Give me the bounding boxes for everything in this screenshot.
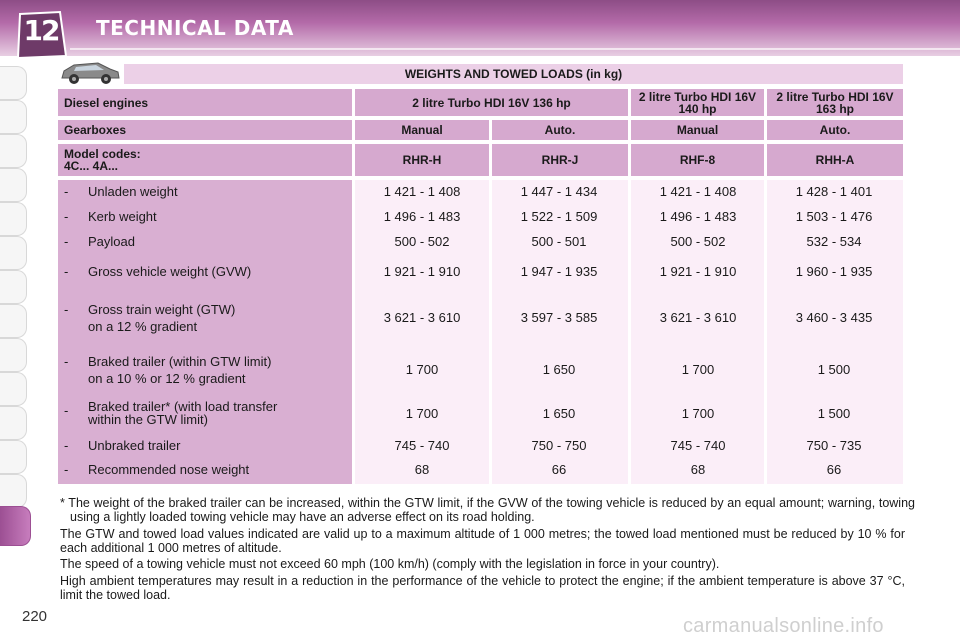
row-label: Unladen weight [88,184,178,199]
cell-value: 745 - 740 [394,438,450,453]
engine-163-header: 2 litre Turbo HDI 16V 163 hp [767,89,903,116]
cell-value: 1 428 - 1 401 [795,184,873,199]
note-altitude: The GTW and towed load values indicated are valid up to a maximum altitude of 1 000 metres; the towed load mentioned must be reduced by 10 % for each additional 1 000 metres of altitude. [60,527,905,555]
row-label: Payload [88,234,135,249]
table-title: WEIGHTS AND TOWED LOADS (in kg) [124,64,903,84]
cell-value: 1 947 - 1 935 [520,264,598,279]
model-codes-label-line2: 4C... 4A... [64,159,119,173]
row-label-line2: within the GTW limit) [88,412,208,427]
model-codes-label-line1: Model codes: [64,147,141,161]
cell-value: 1 496 - 1 483 [383,209,461,224]
model-codes-label [58,144,352,176]
cell-value: 500 - 502 [670,234,726,249]
cell-value: 1 921 - 1 910 [659,264,737,279]
row-label: Unbraked trailer [88,438,181,453]
model-code-col-2: RHR-J [492,144,628,176]
row-label-line2: on a 12 % gradient [88,319,198,334]
cell-value: 1 700 [405,406,439,421]
cell-value: 1 447 - 1 434 [520,184,598,199]
cell-value: 68 [414,462,430,477]
cell-value: 1 650 [542,406,576,421]
chapter-tab[interactable] [0,304,27,338]
car-icon [58,60,122,86]
engine-row-label: Diesel engines [58,89,352,116]
model-code-col-1: RHR-H [355,144,489,176]
cell-value: 1 421 - 1 408 [383,184,461,199]
row-label: Kerb weight [88,209,157,224]
chapter-tab[interactable] [0,134,27,168]
cell-value: 1 503 - 1 476 [795,209,873,224]
model-code-col-3: RHF-8 [631,144,764,176]
cell-value: 1 700 [681,362,715,377]
chapter-tab-active[interactable] [0,506,31,546]
header-divider [70,48,960,50]
chapter-tab[interactable] [0,406,27,440]
note-temperature: High ambient temperatures may result in a reduction in the performance of the vehicle to protect the engine; if the ambient temperature is above 37 °C, limit the towed load. [60,574,905,602]
watermark: carmanualsonline.info [683,615,884,637]
chapter-tab[interactable] [0,474,27,508]
model-code-col-4: RHH-A [767,144,903,176]
row-label: Gross vehicle weight (GVW) [88,264,252,279]
cell-value: 500 - 502 [394,234,450,249]
cell-value: 1 500 [817,362,851,377]
row-label: Recommended nose weight [88,462,250,477]
chapter-tab[interactable] [0,338,27,372]
cell-value: 3 621 - 3 610 [383,310,461,325]
cell-value: 1 496 - 1 483 [659,209,737,224]
engine-140-header: 2 litre Turbo HDI 16V 140 hp [631,89,764,116]
cell-value: 1 421 - 1 408 [659,184,737,199]
cell-value: 1 700 [405,362,439,377]
chapter-tab[interactable] [0,168,27,202]
cell-value: 3 597 - 3 585 [520,310,598,325]
cell-value: 68 [690,462,706,477]
chapter-tabs [0,60,32,620]
gearbox-col-4: Auto. [767,120,903,140]
cell-value: 1 650 [542,362,576,377]
gearbox-col-1: Manual [355,120,489,140]
cell-value: 500 - 501 [531,234,587,249]
page-number: 220 [22,608,48,625]
chapter-tab[interactable] [0,440,27,474]
gearbox-row-label: Gearboxes [58,120,352,140]
chapter-tab[interactable] [0,66,27,100]
cell-value: 66 [826,462,842,477]
footnote-braked-trailer: * The weight of the braked trailer can be increased, within the GTW limit, if the GVW of the towing vehicle is reduced by an equal amount; warning, towing using a lightly loaded towing vehicle may have an adverse effect on its road holding. [60,496,915,524]
cell-value: 1 522 - 1 509 [520,209,598,224]
row-label: Braked trailer (within GTW limit) [88,354,272,369]
page-title: TECHNICAL DATA [96,16,294,40]
cell-value: 532 - 534 [806,234,862,249]
cell-value: 3 460 - 3 435 [795,310,873,325]
chapter-tab[interactable] [0,270,27,304]
gearbox-col-2: Auto. [492,120,628,140]
chapter-tab[interactable] [0,236,27,270]
row-label: Braked trailer* (with load transfer [88,399,278,414]
row-label: Gross train weight (GTW) [88,302,236,317]
gearbox-col-3: Manual [631,120,764,140]
engine-136-header: 2 litre Turbo HDI 16V 136 hp [355,89,628,116]
cell-value: 3 621 - 3 610 [659,310,737,325]
cell-value: 750 - 735 [806,438,862,453]
chapter-number: 12 [23,14,59,47]
cell-value: 66 [551,462,567,477]
cell-value: 745 - 740 [670,438,726,453]
chapter-tab[interactable] [0,100,27,134]
cell-value: 1 960 - 1 935 [795,264,873,279]
note-speed: The speed of a towing vehicle must not exceed 60 mph (100 km/h) (comply with the legislation in force in your country). [60,557,720,571]
chapter-tab[interactable] [0,202,27,236]
row-label-line2: on a 10 % or 12 % gradient [88,371,246,386]
cell-value: 1 500 [817,406,851,421]
cell-value: 750 - 750 [531,438,587,453]
chapter-tab[interactable] [0,372,27,406]
cell-value: 1 921 - 1 910 [383,264,461,279]
cell-value: 1 700 [681,406,715,421]
